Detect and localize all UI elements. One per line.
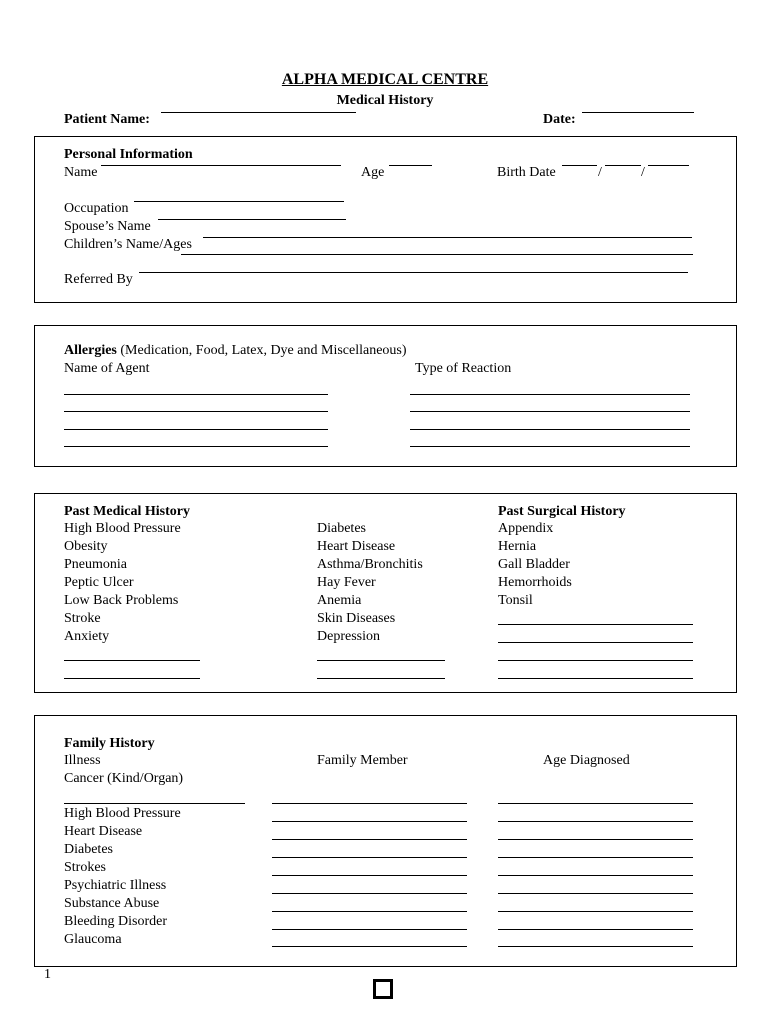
form-title: ALPHA MEDICAL CENTRE — [281, 71, 489, 88]
past-surgical-list — [498, 520, 572, 610]
illness-item: Strokes — [64, 860, 106, 875]
birth-year-field[interactable] — [648, 165, 689, 166]
past-medical-history-heading: Past Medical History — [64, 504, 190, 519]
age-diagnosed-field[interactable] — [498, 821, 693, 822]
spouse-name-label: Spouse’s Name — [64, 219, 151, 234]
family-member-field[interactable] — [272, 946, 467, 947]
family-member-field[interactable] — [272, 875, 467, 876]
page-number: 1 — [44, 967, 51, 982]
illness-item: High Blood Pressure — [64, 806, 181, 821]
condition-item: Obesity — [64, 539, 108, 554]
checkbox[interactable] — [373, 979, 393, 999]
reaction-field[interactable] — [410, 394, 690, 395]
occupation-field[interactable] — [134, 201, 344, 202]
reaction-field[interactable] — [410, 411, 690, 412]
birth-date-label: Birth Date — [497, 165, 556, 180]
children-label: Children’s Name/Ages — [64, 237, 192, 252]
condition-item: Hay Fever — [317, 575, 376, 590]
age-diagnosed-field[interactable] — [498, 857, 693, 858]
agent-field[interactable] — [64, 446, 328, 447]
condition-item: Stroke — [64, 611, 101, 626]
illness-item: Glaucoma — [64, 932, 122, 947]
name-label: Name — [64, 165, 98, 180]
form-subtitle: Medical History — [336, 93, 434, 108]
illness-label: Illness — [64, 753, 101, 768]
birth-date-separator: / — [598, 165, 602, 180]
condition-item: Peptic Ulcer — [64, 575, 134, 590]
birth-date-separator: / — [641, 165, 645, 180]
children-field-continued[interactable] — [181, 254, 693, 255]
agent-field[interactable] — [64, 394, 328, 395]
reaction-field[interactable] — [410, 429, 690, 430]
age-diagnosed-field[interactable] — [498, 893, 693, 894]
surgery-field[interactable] — [498, 660, 693, 661]
agent-field[interactable] — [64, 411, 328, 412]
cancer-kind-field[interactable] — [64, 803, 245, 804]
surgery-item: Appendix — [498, 521, 554, 536]
referred-by-label: Referred By — [64, 272, 133, 287]
surgery-item: Gall Bladder — [498, 557, 570, 572]
referred-by-field[interactable] — [139, 272, 688, 273]
allergies-note: (Medication, Food, Latex, Dye and Miscellaneous) — [116, 343, 407, 358]
family-member-field[interactable] — [272, 821, 467, 822]
past-medical-list-2 — [317, 520, 423, 646]
name-of-agent-label: Name of Agent — [64, 361, 150, 376]
past-surgical-history-heading: Past Surgical History — [498, 504, 626, 519]
condition-item: Low Back Problems — [64, 593, 179, 608]
family-member-field[interactable] — [272, 893, 467, 894]
condition-item: Asthma/Bronchitis — [317, 557, 423, 572]
other-condition-field[interactable] — [317, 678, 445, 679]
family-member-label: Family Member — [317, 753, 408, 768]
illness-item: Bleeding Disorder — [64, 914, 168, 929]
condition-item: Heart Disease — [317, 539, 396, 554]
family-member-field[interactable] — [272, 839, 467, 840]
age-diagnosed-field[interactable] — [498, 803, 693, 804]
surgery-item: Tonsil — [498, 593, 533, 608]
type-of-reaction-label: Type of Reaction — [415, 361, 512, 376]
children-field[interactable] — [203, 237, 692, 238]
condition-item: Skin Diseases — [317, 611, 396, 626]
cancer-label: Cancer (Kind/Organ) — [64, 771, 184, 786]
surgery-item: Hernia — [498, 539, 537, 554]
surgery-field[interactable] — [498, 624, 693, 625]
other-condition-field[interactable] — [317, 660, 445, 661]
illness-item: Heart Disease — [64, 824, 143, 839]
age-diagnosed-field[interactable] — [498, 875, 693, 876]
past-medical-list-1 — [64, 520, 181, 646]
date-label: Date: — [543, 112, 576, 127]
patient-name-field[interactable] — [161, 112, 356, 113]
condition-item: Pneumonia — [64, 557, 127, 572]
condition-item: Depression — [317, 629, 380, 644]
surgery-field[interactable] — [498, 642, 693, 643]
spouse-name-field[interactable] — [158, 219, 346, 220]
family-member-field[interactable] — [272, 911, 467, 912]
age-diagnosed-label: Age Diagnosed — [543, 753, 630, 768]
birth-month-field[interactable] — [562, 165, 597, 166]
age-diagnosed-field[interactable] — [498, 911, 693, 912]
condition-item: Diabetes — [317, 521, 366, 536]
other-condition-field[interactable] — [64, 678, 200, 679]
allergies-heading — [64, 342, 407, 360]
allergies-title: Allergies — [64, 343, 117, 358]
family-illness-list — [64, 805, 181, 949]
surgery-item: Hemorrhoids — [498, 575, 572, 590]
age-field[interactable] — [389, 165, 432, 166]
birth-day-field[interactable] — [605, 165, 641, 166]
other-condition-field[interactable] — [64, 660, 200, 661]
condition-item: High Blood Pressure — [64, 521, 181, 536]
name-field[interactable] — [101, 165, 341, 166]
condition-item: Anemia — [317, 593, 362, 608]
personal-information-heading: Personal Information — [64, 147, 193, 162]
patient-name-label: Patient Name: — [64, 112, 150, 127]
family-member-field[interactable] — [272, 929, 467, 930]
age-label: Age — [361, 165, 385, 180]
agent-field[interactable] — [64, 429, 328, 430]
age-diagnosed-field[interactable] — [498, 839, 693, 840]
occupation-label: Occupation — [64, 201, 129, 216]
age-diagnosed-field[interactable] — [498, 946, 693, 947]
age-diagnosed-field[interactable] — [498, 929, 693, 930]
illness-item: Psychiatric Illness — [64, 878, 167, 893]
illness-item: Diabetes — [64, 842, 113, 857]
date-field[interactable] — [582, 112, 694, 113]
family-member-field[interactable] — [272, 857, 467, 858]
reaction-field[interactable] — [410, 446, 690, 447]
condition-item: Anxiety — [64, 629, 110, 644]
illness-item: Substance Abuse — [64, 896, 160, 911]
family-member-field[interactable] — [272, 803, 467, 804]
surgery-field[interactable] — [498, 678, 693, 679]
family-history-heading: Family History — [64, 736, 155, 751]
